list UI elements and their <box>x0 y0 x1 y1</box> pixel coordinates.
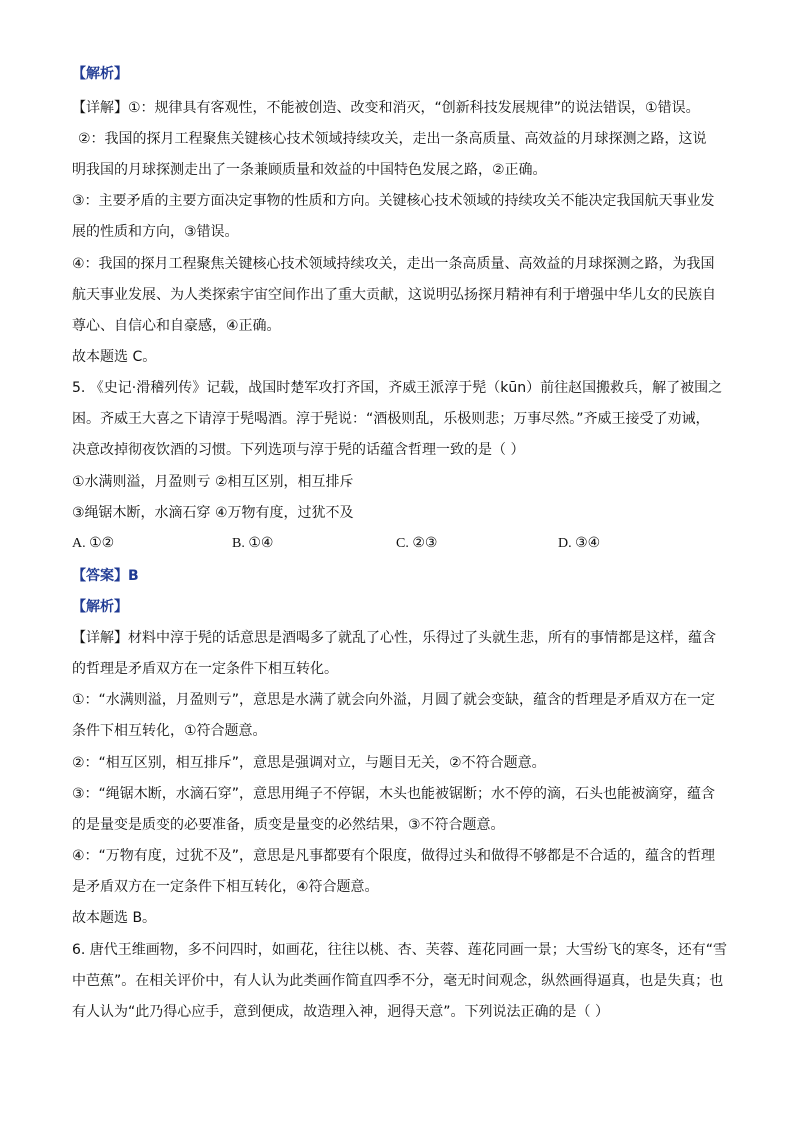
option-a: A. ①② <box>72 536 115 551</box>
statement-line: ③绳锯木断，水滴石穿 ④万物有度，过犹不及 <box>72 505 354 521</box>
statement-line: ①水满则溢，月盈则亏 ②相互区别，相互排斥 <box>72 474 354 490</box>
text-line: 明我国的月球探测走出了一条兼顾质量和效益的中国特色发展之路，②正确。 <box>72 162 547 178</box>
text-line: ③：“绳锯木断，水滴石穿”，意思用绳子不停锯，木头也能被锯断；水不停的滴，石头也能被滴穿，蕴含 <box>72 786 716 802</box>
text-line: 展的性质和方向，③错误。 <box>72 224 239 240</box>
text-line: 是矛盾双方在一定条件下相互转化，④符合题意。 <box>72 879 379 895</box>
question-6-line: 中芭蕉”。在相关评价中，有人认为此类画作简直四季不分，毫无时间观念，纵然画得逼真，也是失真；也 <box>72 973 724 989</box>
text-line: ①：“水满则溢，月盈则亏”，意思是水满了就会向外溢，月圆了就会变缺，蕴含的哲理是矛盾双方在一定 <box>72 692 716 708</box>
text-line: ②：“相互区别，相互排斥”，意思是强调对立，与题目无关，②不符合题意。 <box>72 755 546 771</box>
section-tag-analysis: 【解析】 <box>72 599 128 615</box>
text-line: ②：我国的探月工程聚焦关键核心技术领域持续攻关，走出一条高质量、高效益的月球探测之路，这说 <box>78 131 707 147</box>
section-tag-answer: 【答案】B <box>72 568 139 584</box>
text-line: 的是量变是质变的必要准备，质变是量变的必然结果，③不符合题意。 <box>72 817 505 833</box>
text-line: 【详解】材料中淳于髡的话意思是酒喝多了就乱了心性，乐得过了头就生悲，所有的事情都是这样，蕴含 <box>72 630 716 646</box>
option-d: D. ③④ <box>558 536 601 551</box>
text-line: 【详解】①：规律具有客观性，不能被创造、改变和消灭，“创新科技发展规律”的说法错误，①错误。 <box>72 100 700 116</box>
text-line: ③：主要矛盾的主要方面决定事物的性质和方向。关键核心技术领域的持续攻关不能决定我国航天事业发 <box>72 193 715 209</box>
question-5-line: 决意改掉彻夜饮酒的习惯。下列选项与淳于髡的话蕴含哲理一致的是（ ） <box>72 442 525 458</box>
option-c: C. ②③ <box>396 536 438 551</box>
text-line: 故本题选 C。 <box>72 349 157 365</box>
text-line: 条件下相互转化，①符合题意。 <box>72 723 267 739</box>
text-line: 尊心、自信心和自豪感，④正确。 <box>72 318 281 334</box>
question-5-line: 困。齐威王大喜之下请淳于髡喝酒。淳于髡说：“酒极则乱，乐极则悲；万事尽然。”齐威王接受了劝诫， <box>72 411 710 427</box>
section-tag-analysis: 【解析】 <box>72 66 128 82</box>
text-line: 的哲理是矛盾双方在一定条件下相互转化。 <box>72 661 338 677</box>
question-6-line: 6. 唐代王维画物，多不问四时，如画花，往往以桃、杏、芙蓉、莲花同画一景；大雪纷飞的寒冬，还有“雪 <box>72 942 728 958</box>
option-b: B. ①④ <box>232 536 274 551</box>
question-5-line: 5. 《史记·滑稽列传》记载，战国时楚军攻打齐国，齐威王派淳于髡（kūn）前往赵国搬救兵，解了被围之 <box>72 380 723 396</box>
question-6-line: 有人认为“此乃得心应手，意到便成，故造理入神，迥得天意”。下列说法正确的是（ ） <box>72 1004 609 1020</box>
text-line: 航天事业发展、为人类探索宇宙空间作出了重大贡献，这说明弘扬探月精神有利于增强中华儿女的民族自 <box>72 287 716 303</box>
text-line: 故本题选 B。 <box>72 910 157 926</box>
text-line: ④：我国的探月工程聚焦关键核心技术领域持续攻关，走出一条高质量、高效益的月球探测之路，为我国 <box>72 256 715 272</box>
text-line: ④：“万物有度，过犹不及”，意思是凡事都要有个限度，做得过头和做得不够都是不合适的，蕴含的哲理 <box>72 848 716 864</box>
